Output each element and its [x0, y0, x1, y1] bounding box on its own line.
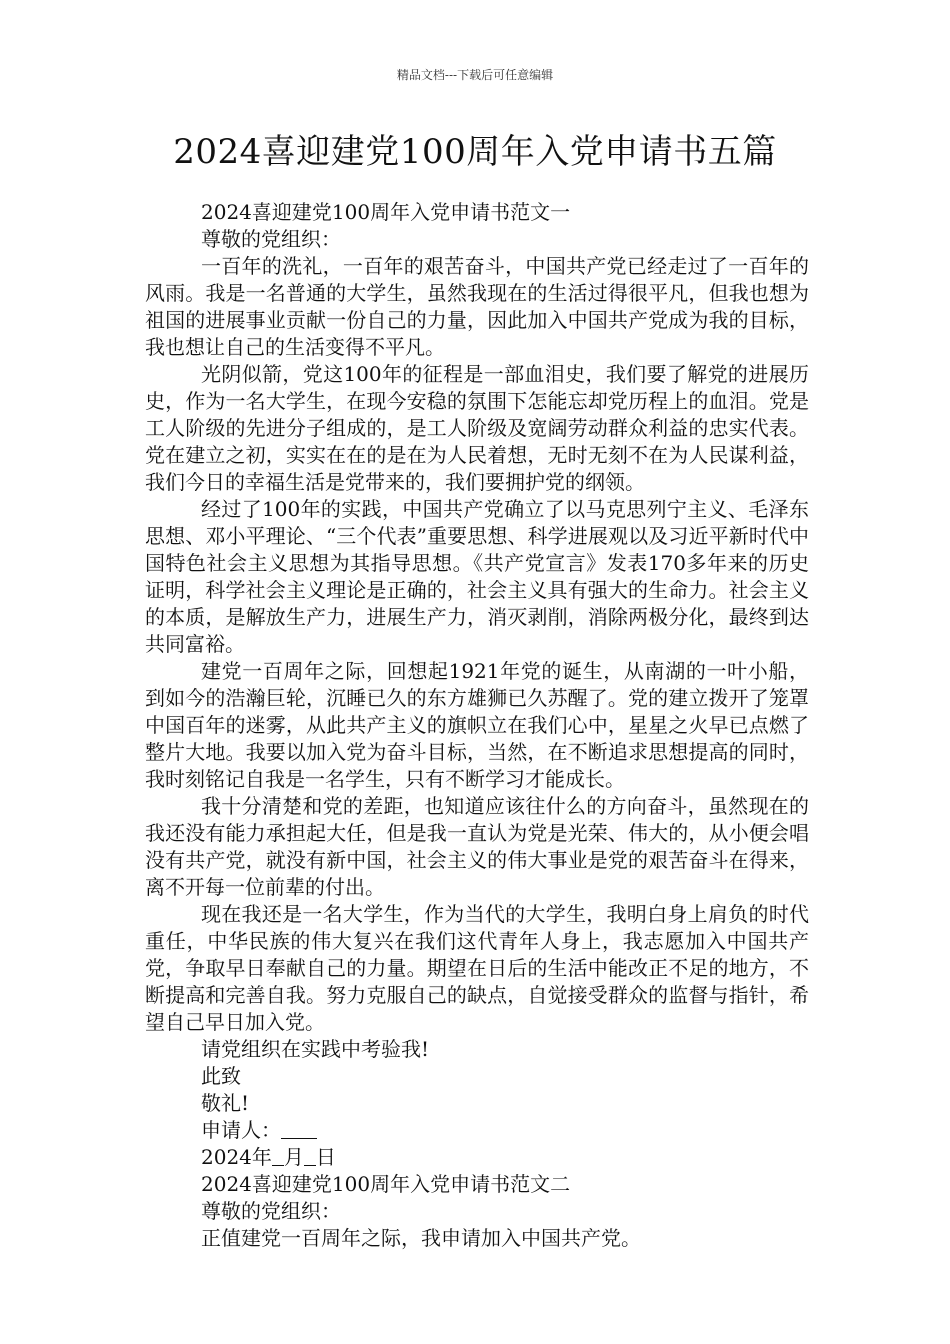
section2-first-line: 正值建党一百周年之际，我申请加入中国共产党。 [201, 1226, 641, 1250]
date-year: 2024年 [201, 1145, 272, 1169]
document-title: 2024喜迎建党100周年入党申请书五篇 [173, 132, 777, 172]
closing-jingli: 敬礼! [201, 1091, 250, 1115]
body-paragraph-3: 经过了100年的实践，中国共产党确立了以马克思列宁主义、毛泽东思想、邓小平理论、“三个代表”重要思想、科学进展观以及习近平新时代中国特色社会主义思想为其指导思想。《共产党宣言》发表170多年来的历史证明，科学社会主义理论是正确的，社会主义具有强大的生命力。社会主义的本质，是解放生产力，进展生产力，消灭剥削，消除两极分化，最终到达共同富裕。 [145, 497, 809, 656]
closing-request: 请党组织在实践中考验我! [201, 1037, 430, 1061]
date-month: 月 [283, 1145, 304, 1169]
body-paragraph-6: 现在我还是一名大学生，作为当代的大学生，我明白身上肩负的时代重任，中华民族的伟大复兴在我们这代青年人身上，我志愿加入中国共产党，争取早日奉献自己的力量。期望在日后的生活中能改正不足的地方，不断提高和完善自我。努力克服自己的缺点，自觉接受群众的监督与指针，希望自己早日加入党。 [145, 902, 809, 1034]
salutation-1: 尊敬的党组织： [201, 227, 341, 251]
closing-cizhi: 此致 [201, 1064, 241, 1088]
body-paragraph-2: 光阴似箭，党这100年的征程是一部血泪史，我们要了解党的进展历史，作为一名大学生，在现今安稳的氛围下怎能忘却党历程上的血泪。党是工人阶级的先进分子组成的，是工人阶级及宽阔劳动群众利益的忠实代表。党在建立之初，实实在在的是在为人民着想，无时无刻不在为人民谋利益，我们今日的幸福生活是党带来的，我们要拥护党的纲领。 [145, 362, 809, 494]
section-heading-2: 2024喜迎建党100周年入党申请书范文二 [201, 1172, 571, 1196]
date-line [145, 1144, 809, 1171]
body-paragraph-4: 建党一百周年之际，回想起1921年党的诞生，从南湖的一叶小船，到如今的浩瀚巨轮，沉睡已久的东方雄狮已久苏醒了。党的建立拨开了笼罩中国百年的迷雾，从此共产主义的旗帜立在我们心中，星星之火早已点燃了整片大地。我要以加入党为奋斗目标，当然，在不断追求思想提高的同时，我时刻铭记自我是一名学生，只有不断学习才能成长。 [145, 659, 809, 791]
month-blank [272, 1147, 284, 1166]
date-day: 日 [315, 1145, 336, 1169]
header-note: 精品文档---下载后可任意编辑 [396, 68, 554, 82]
day-blank [304, 1147, 316, 1166]
document-body [145, 199, 809, 1252]
body-paragraph-5: 我十分清楚和党的差距，也知道应该往什么的方向奋斗，虽然现在的我还没有能力承担起大任，但是我一直认为党是光荣、伟大的，从小便会唱没有共产党，就没有新中国，社会主义的伟大事业是党的艰苦奋斗在得来，离不开每一位前辈的付出。 [145, 794, 809, 899]
body-paragraph-1: 一百年的洗礼，一百年的艰苦奋斗，中国共产党已经走过了一百年的风雨。我是一名普通的大学生，虽然我现在的生活过得很平凡，但我也想为祖国的进展事业贡献一份自己的力量，因此加入中国共产党成为我的目标，我也想让自己的生活变得不平凡。 [145, 254, 809, 359]
applicant-label: 申请人： [201, 1118, 281, 1142]
applicant-blank [281, 1120, 317, 1139]
salutation-2: 尊敬的党组织： [201, 1199, 341, 1223]
applicant-line [145, 1117, 809, 1144]
section-heading-1: 2024喜迎建党100周年入党申请书范文一 [201, 200, 571, 224]
